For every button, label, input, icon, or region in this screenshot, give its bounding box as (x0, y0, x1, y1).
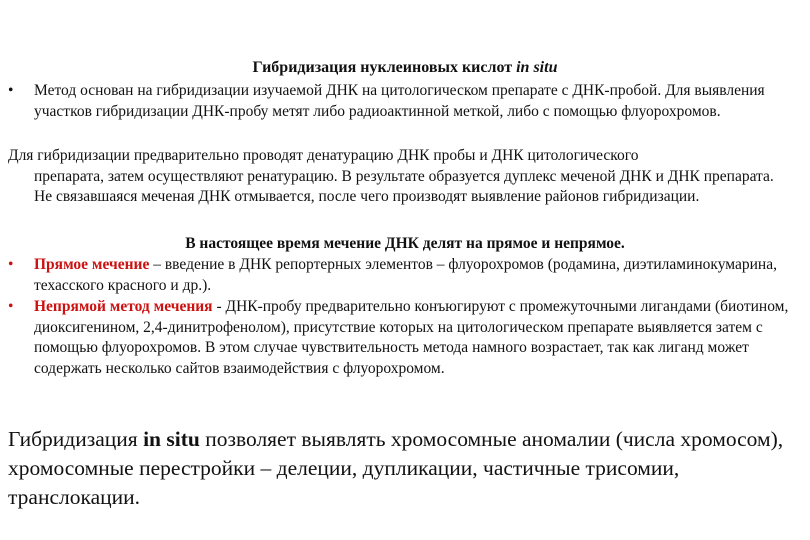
term-indirect-labeling: Непрямой метод мечения (34, 298, 213, 315)
paragraph-denaturation (8, 146, 788, 208)
paragraph-rest: препарата, затем осуществляют ренатурацию. В результате образуется дуплекс меченой ДНК и ДНК препарата. Не связавшаяся меченая ДНК отмывается, после чего производят выявление районов гибридизации. (34, 167, 774, 205)
conclusion-before: Гибридизация (8, 427, 144, 451)
title-main: Гибридизация нуклеиновых кислот (252, 59, 513, 76)
bullet-symbol-red: • (8, 298, 14, 315)
bullet-direct-labeling (8, 255, 798, 296)
title-in-situ: in situ (516, 59, 558, 76)
bullet-direct-text (34, 255, 798, 296)
conclusion-in-situ: in situ (143, 427, 200, 451)
indirect-labeling-description: - ДНК-пробу предварительно конъюгируют с промежуточными лигандами (биотином, диоксигенином, 2,4-динитрофенолом), присутствие которых на цитологическом препарате выявляется затем с помощью флуорохромов. В этом случае чувствительность метода намного возрастает, так как лиганд может содержать несколько сайтов взаимодействия с флуорохромом. (34, 298, 789, 377)
labeling-subtitle: В настоящее время мечение ДНК делят на прямое и непрямое. (185, 235, 625, 252)
bullet-indirect-text (34, 297, 798, 379)
direct-labeling-description: – введение в ДНК репортерных элементов – флуорохромов (родамина, диэтиламинокумарина, техасского красного и др.). (34, 256, 777, 294)
slide-title (0, 58, 810, 78)
bullet-indirect-labeling (8, 297, 798, 379)
bullet-method (8, 81, 798, 122)
term-direct-labeling: Прямое мечение (34, 256, 150, 273)
conclusion-text (8, 425, 798, 512)
bullet-method-text: Метод основан на гибридизации изучаемой ДНК на цитологическом препарате с ДНК-пробой. Для выявления участков гибридизации ДНК-пробу метят либо радиоактинной меткой, либо с помощью флуорохромов. (34, 82, 765, 120)
paragraph-first-line: Для гибридизации предварительно проводят денатурацию ДНК пробы и ДНК цитологического (8, 147, 639, 164)
conclusion-after: позволяет выявлять хромосомные аномалии (числа хромосом), хромосомные перестройки – делеции, дупликации, частичные трисомии, транслокации. (8, 427, 784, 509)
bullet-symbol: • (8, 82, 14, 99)
bullet-symbol-red: • (8, 256, 14, 273)
